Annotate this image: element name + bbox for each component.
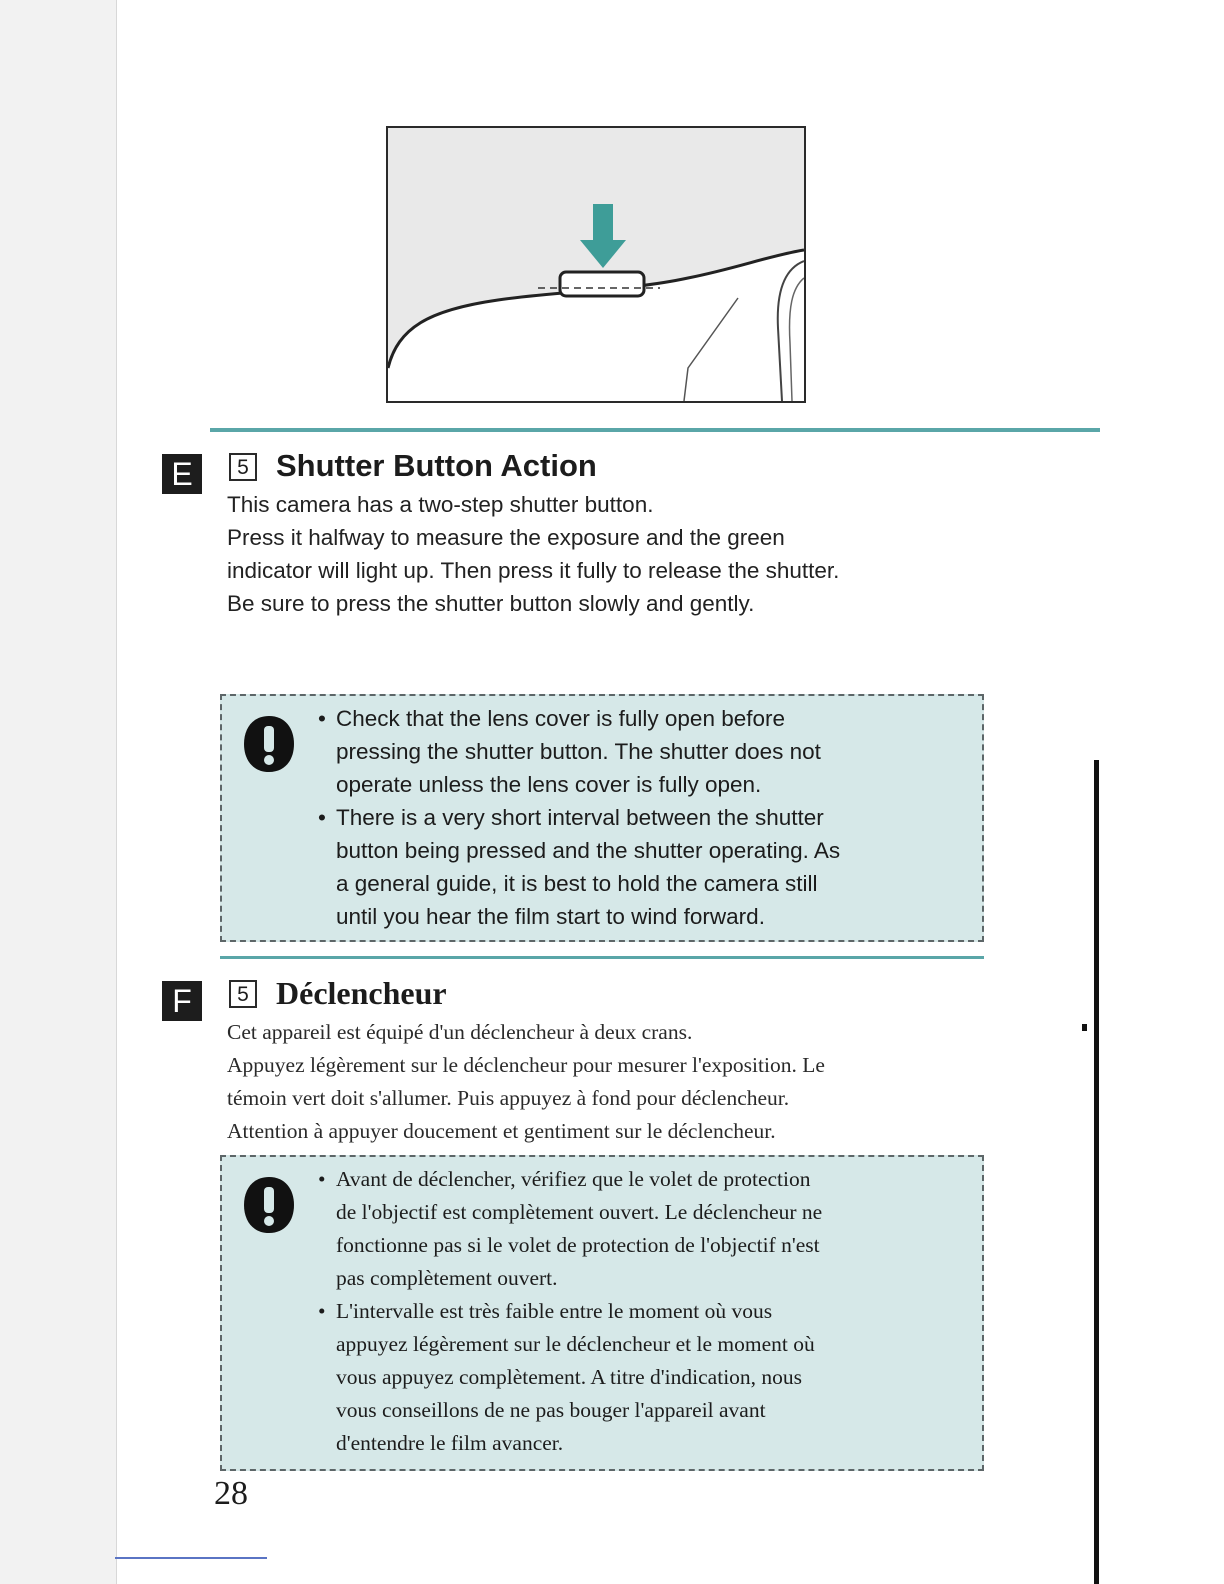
- section-title: Shutter Button Action: [276, 448, 597, 483]
- caution-line: vous appuyez complètement. A titre d'indication, nous: [336, 1365, 803, 1389]
- language-tag-french: F: [162, 981, 202, 1021]
- paragraph-line: Be sure to press the shutter button slowly and gently.: [227, 591, 755, 616]
- caution-line: d'entendre le film avancer.: [336, 1431, 564, 1455]
- section-divider-middle: [220, 956, 984, 959]
- caution-line: Check that the lens cover is fully open before: [336, 706, 786, 731]
- section-paragraph: [227, 488, 839, 620]
- scan-speck: [1082, 1024, 1087, 1031]
- scan-margin-left: [0, 0, 117, 1584]
- scan-margin-edge: [116, 0, 117, 1584]
- caution-box: [220, 694, 984, 942]
- shutter-button-illustration: [386, 126, 806, 403]
- page-number: 28: [214, 1475, 248, 1512]
- caution-line: L'intervalle est très faible entre le moment où vous: [336, 1299, 773, 1323]
- caution-item: [318, 1295, 822, 1460]
- scan-edge-bottom: [115, 1557, 267, 1559]
- caution-line: pressing the shutter button. The shutter does not: [336, 739, 821, 764]
- section-divider-top: [210, 428, 1100, 432]
- paragraph-line: témoin vert doit s'allumer. Puis appuyez à fond pour déclencheur.: [227, 1086, 790, 1110]
- caution-item: [318, 801, 840, 933]
- caution-line: operate unless the lens cover is fully open.: [336, 772, 762, 797]
- paragraph-line: Press it halfway to measure the exposure and the green: [227, 525, 785, 550]
- press-arrow-icon: [580, 204, 626, 268]
- caution-line: appuyez légèrement sur le déclencheur et le moment où: [336, 1332, 815, 1356]
- caution-box: [220, 1155, 984, 1471]
- caution-list: [318, 1163, 822, 1460]
- language-tag-english: E: [162, 454, 202, 494]
- caution-line: Avant de déclencher, vérifiez que le volet de protection: [336, 1167, 811, 1191]
- section-title: Déclencheur: [276, 975, 447, 1011]
- paragraph-line: Attention à appuyer doucement et gentiment sur le déclencheur.: [227, 1119, 776, 1143]
- paragraph-line: Appuyez légèrement sur le déclencheur pour mesurer l'exposition. Le: [227, 1053, 825, 1077]
- caution-line: fonctionne pas si le volet de protection de l'objectif n'est: [336, 1233, 820, 1257]
- caution-list: [318, 702, 840, 933]
- caution-line: de l'objectif est complètement ouvert. Le déclencheur ne: [336, 1200, 823, 1224]
- caution-item: [318, 1163, 822, 1295]
- paragraph-line: Cet appareil est équipé d'un déclencheur à deux crans.: [227, 1020, 693, 1044]
- caution-item: [318, 702, 840, 801]
- scan-edge-right: [1094, 760, 1099, 1584]
- caution-line: a general guide, it is best to hold the camera still: [336, 871, 818, 896]
- caution-icon: [242, 714, 296, 779]
- paragraph-line: This camera has a two-step shutter button.: [227, 492, 654, 517]
- section-paragraph: [227, 1016, 825, 1148]
- caution-line: pas complètement ouvert.: [336, 1266, 558, 1290]
- section-number-box: 5: [229, 980, 257, 1008]
- caution-line: vous conseillons de ne pas bouger l'appareil avant: [336, 1398, 766, 1422]
- caution-line: until you hear the film start to wind forward.: [336, 904, 765, 929]
- caution-icon: [242, 1175, 296, 1240]
- section-number-box: 5: [229, 453, 257, 481]
- paragraph-line: indicator will light up. Then press it fully to release the shutter.: [227, 558, 840, 583]
- caution-line: There is a very short interval between the shutter: [336, 805, 824, 830]
- caution-line: button being pressed and the shutter operating. As: [336, 838, 841, 863]
